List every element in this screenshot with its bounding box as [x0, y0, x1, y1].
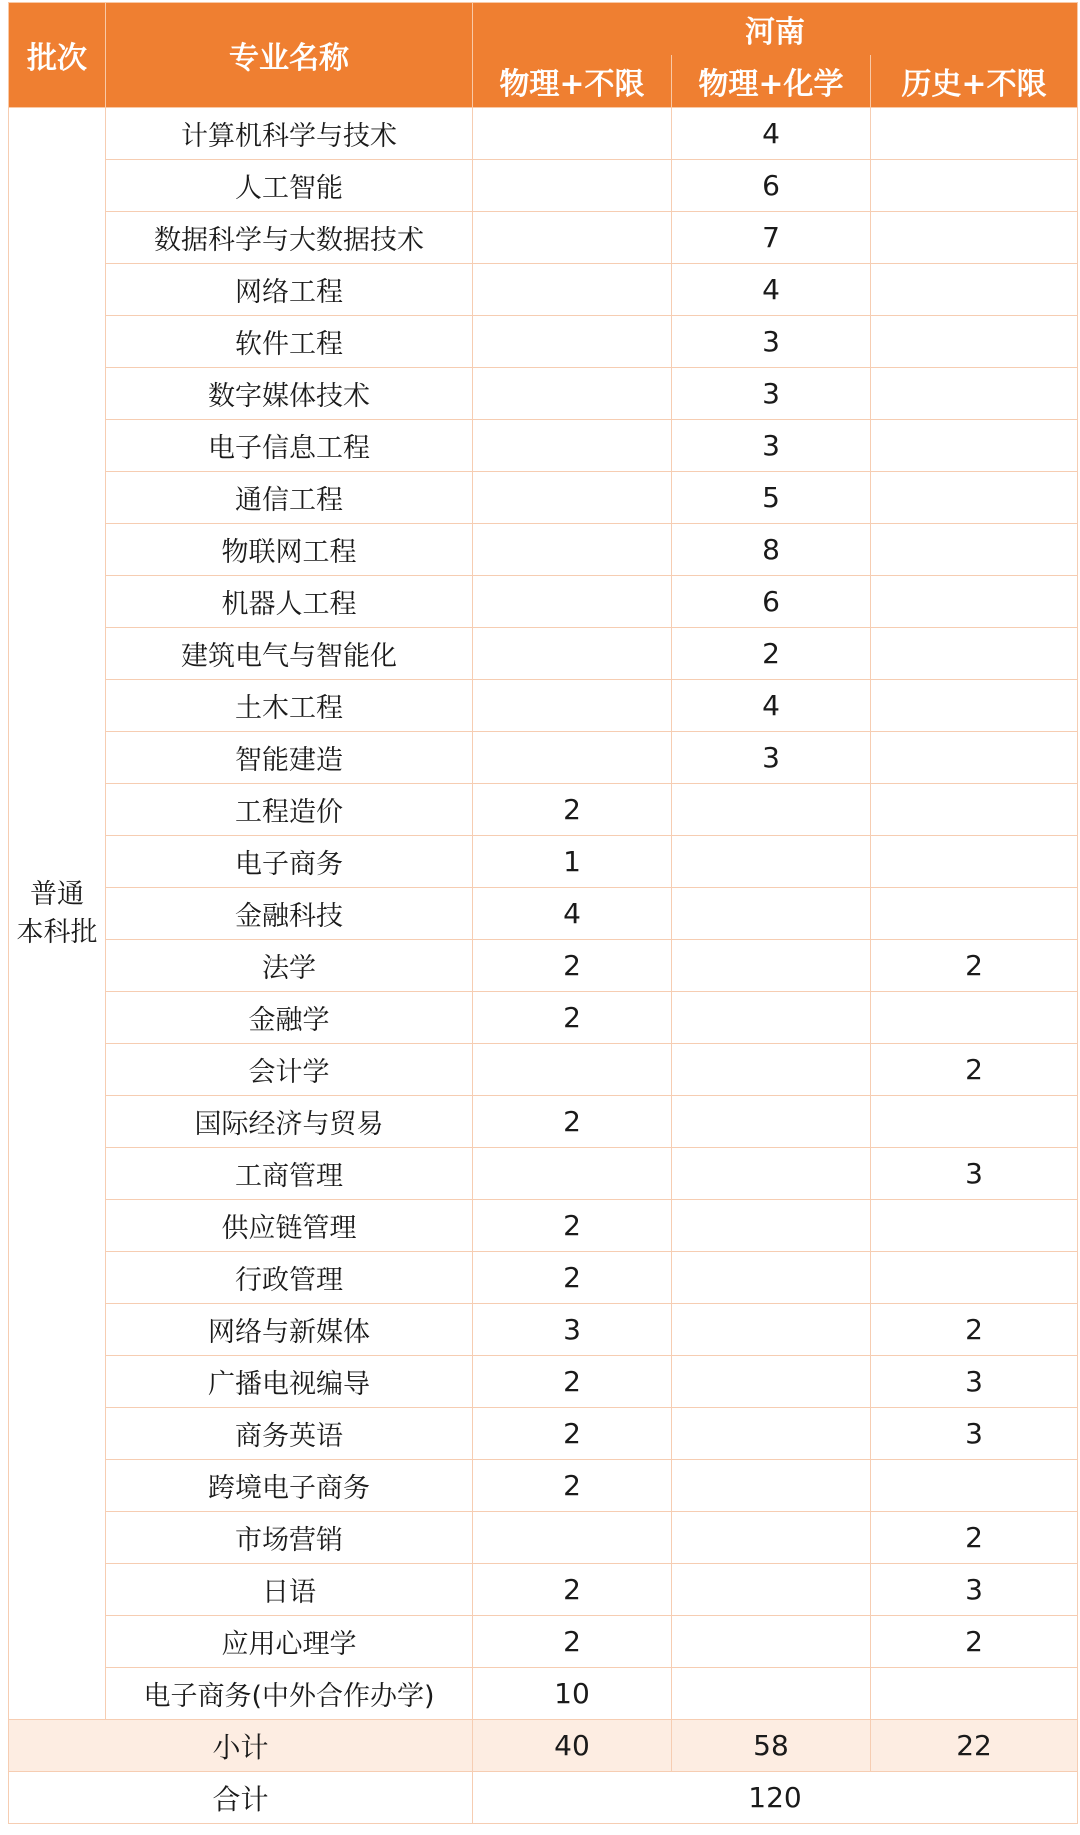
quota-cell: [672, 992, 871, 1044]
table-row: [9, 628, 1078, 680]
table-row: [9, 1512, 1078, 1564]
major-name-cell: 电子信息工程: [106, 420, 473, 472]
quota-cell: 2: [473, 940, 672, 992]
quota-cell: [473, 1148, 672, 1200]
quota-cell: [871, 1252, 1078, 1304]
quota-cell: 3: [672, 368, 871, 420]
quota-cell: 3: [871, 1356, 1078, 1408]
header-row-1: [9, 3, 1078, 56]
quota-cell: [473, 524, 672, 576]
table-row: [9, 680, 1078, 732]
quota-cell: [672, 784, 871, 836]
quota-cell: [672, 836, 871, 888]
quota-cell: [672, 1356, 871, 1408]
major-name-cell: 数据科学与大数据技术: [106, 212, 473, 264]
table-row: [9, 1668, 1078, 1720]
table-row: [9, 524, 1078, 576]
quota-cell: 2: [473, 1564, 672, 1616]
quota-cell: [871, 264, 1078, 316]
quota-cell: 4: [672, 108, 871, 160]
major-name-cell: 商务英语: [106, 1408, 473, 1460]
quota-cell: 2: [473, 1096, 672, 1148]
subtotal-row: [9, 1720, 1078, 1772]
quota-cell: 2: [871, 1304, 1078, 1356]
total-value: 120: [473, 1772, 1078, 1824]
major-name-cell: 网络工程: [106, 264, 473, 316]
quota-cell: 4: [672, 680, 871, 732]
quota-cell: [473, 680, 672, 732]
table-row: [9, 1304, 1078, 1356]
quota-cell: [473, 160, 672, 212]
quota-cell: [473, 732, 672, 784]
quota-cell: [473, 576, 672, 628]
table-row: [9, 1200, 1078, 1252]
quota-cell: [672, 888, 871, 940]
quota-cell: 2: [672, 628, 871, 680]
major-name-cell: 供应链管理: [106, 1200, 473, 1252]
quota-cell: 6: [672, 576, 871, 628]
quota-cell: 3: [871, 1408, 1078, 1460]
major-name-cell: 金融科技: [106, 888, 473, 940]
quota-cell: 10: [473, 1668, 672, 1720]
table-row: [9, 160, 1078, 212]
batch-cell: [9, 108, 106, 1720]
table-row: [9, 1616, 1078, 1668]
quota-cell: 4: [672, 264, 871, 316]
table-row: [9, 784, 1078, 836]
table-row: [9, 1252, 1078, 1304]
quota-cell: 2: [871, 1616, 1078, 1668]
quota-cell: [672, 1252, 871, 1304]
quota-cell: 2: [473, 784, 672, 836]
batch-name-line2: 本科批: [16, 916, 98, 948]
major-name-cell: 数字媒体技术: [106, 368, 473, 420]
table-row: [9, 316, 1078, 368]
table-body: [9, 108, 1078, 1824]
major-header: 专业名称: [106, 3, 473, 108]
major-name-cell: 跨境电子商务: [106, 1460, 473, 1512]
quota-cell: [473, 108, 672, 160]
quota-cell: [871, 212, 1078, 264]
quota-cell: 3: [672, 420, 871, 472]
quota-cell: [871, 576, 1078, 628]
table-row: [9, 1096, 1078, 1148]
table-row: [9, 888, 1078, 940]
quota-cell: [672, 940, 871, 992]
major-name-cell: 国际经济与贸易: [106, 1096, 473, 1148]
major-name-cell: 网络与新媒体: [106, 1304, 473, 1356]
enrollment-plan-table: [8, 2, 1078, 1824]
quota-cell: [473, 1512, 672, 1564]
major-name-cell: 物联网工程: [106, 524, 473, 576]
quota-cell: 3: [672, 732, 871, 784]
quota-cell: [871, 836, 1078, 888]
quota-cell: 3: [871, 1564, 1078, 1616]
quota-cell: 6: [672, 160, 871, 212]
table-row: [9, 1148, 1078, 1200]
major-name-cell: 市场营销: [106, 1512, 473, 1564]
major-name-cell: 广播电视编导: [106, 1356, 473, 1408]
table-row: [9, 732, 1078, 784]
quota-cell: [871, 472, 1078, 524]
quota-cell: 2: [473, 1252, 672, 1304]
quota-cell: 2: [473, 1356, 672, 1408]
quota-cell: [473, 316, 672, 368]
table-row: [9, 368, 1078, 420]
subtotal-value: 22: [871, 1720, 1078, 1772]
subtotal-label: 小计: [9, 1720, 473, 1772]
quota-cell: [672, 1200, 871, 1252]
quota-cell: [672, 1616, 871, 1668]
table-row: [9, 836, 1078, 888]
quota-cell: 2: [473, 1200, 672, 1252]
quota-cell: [473, 1044, 672, 1096]
quota-cell: [473, 420, 672, 472]
table-row: [9, 576, 1078, 628]
quota-cell: [672, 1096, 871, 1148]
major-name-cell: 机器人工程: [106, 576, 473, 628]
quota-cell: [871, 368, 1078, 420]
quota-cell: 1: [473, 836, 672, 888]
major-name-cell: 建筑电气与智能化: [106, 628, 473, 680]
quota-cell: [871, 784, 1078, 836]
quota-cell: [672, 1408, 871, 1460]
quota-cell: 8: [672, 524, 871, 576]
quota-cell: [672, 1512, 871, 1564]
quota-cell: 2: [871, 1044, 1078, 1096]
quota-cell: [473, 628, 672, 680]
quota-cell: [473, 472, 672, 524]
quota-cell: [871, 1668, 1078, 1720]
quota-cell: [672, 1304, 871, 1356]
quota-cell: 3: [672, 316, 871, 368]
subtotal-value: 58: [672, 1720, 871, 1772]
quota-cell: [473, 264, 672, 316]
major-name-cell: 人工智能: [106, 160, 473, 212]
quota-cell: [672, 1668, 871, 1720]
table-row: [9, 1356, 1078, 1408]
table-row: [9, 264, 1078, 316]
quota-cell: 4: [473, 888, 672, 940]
quota-cell: [672, 1148, 871, 1200]
major-name-cell: 金融学: [106, 992, 473, 1044]
quota-cell: [871, 888, 1078, 940]
major-name-cell: 土木工程: [106, 680, 473, 732]
major-name-cell: 电子商务: [106, 836, 473, 888]
quota-cell: [871, 992, 1078, 1044]
major-name-cell: 日语: [106, 1564, 473, 1616]
major-name-cell: 法学: [106, 940, 473, 992]
batch-header: 批次: [9, 3, 106, 108]
quota-cell: [871, 680, 1078, 732]
quota-cell: [871, 628, 1078, 680]
quota-cell: [871, 732, 1078, 784]
table-row: [9, 420, 1078, 472]
major-name-cell: 应用心理学: [106, 1616, 473, 1668]
quota-cell: 3: [473, 1304, 672, 1356]
major-name-cell: 工商管理: [106, 1148, 473, 1200]
quota-cell: [672, 1044, 871, 1096]
batch-name-line1: 普通: [30, 878, 84, 910]
subject-header-history-any: 历史+不限: [871, 55, 1078, 108]
quota-cell: 2: [871, 940, 1078, 992]
enrollment-plan-table-container: [8, 2, 1077, 1824]
quota-cell: [871, 1460, 1078, 1512]
quota-cell: 2: [473, 992, 672, 1044]
major-name-cell: 工程造价: [106, 784, 473, 836]
quota-cell: 2: [473, 1616, 672, 1668]
major-name-cell: 电子商务(中外合作办学): [106, 1668, 473, 1720]
quota-cell: 7: [672, 212, 871, 264]
subject-header-physics-chemistry: 物理+化学: [672, 55, 871, 108]
table-row: [9, 1408, 1078, 1460]
quota-cell: [672, 1460, 871, 1512]
total-label: 合计: [9, 1772, 473, 1824]
subject-header-physics-any: 物理+不限: [473, 55, 672, 108]
table-row: [9, 1460, 1078, 1512]
table-row: [9, 472, 1078, 524]
quota-cell: [871, 160, 1078, 212]
major-name-cell: 智能建造: [106, 732, 473, 784]
major-name-cell: 行政管理: [106, 1252, 473, 1304]
quota-cell: [473, 212, 672, 264]
table-row: [9, 212, 1078, 264]
quota-cell: 5: [672, 472, 871, 524]
quota-cell: [871, 524, 1078, 576]
major-name-cell: 通信工程: [106, 472, 473, 524]
table-row: [9, 940, 1078, 992]
major-name-cell: 计算机科学与技术: [106, 108, 473, 160]
quota-cell: 2: [473, 1460, 672, 1512]
quota-cell: [672, 1564, 871, 1616]
table-row: [9, 992, 1078, 1044]
quota-cell: [871, 420, 1078, 472]
quota-cell: [871, 316, 1078, 368]
table-row: [9, 1044, 1078, 1096]
major-name-cell: 软件工程: [106, 316, 473, 368]
quota-cell: 2: [871, 1512, 1078, 1564]
quota-cell: [871, 1096, 1078, 1148]
quota-cell: [871, 108, 1078, 160]
quota-cell: 3: [871, 1148, 1078, 1200]
subtotal-value: 40: [473, 1720, 672, 1772]
major-name-cell: 会计学: [106, 1044, 473, 1096]
table-row: [9, 1564, 1078, 1616]
quota-cell: 2: [473, 1408, 672, 1460]
quota-cell: [871, 1200, 1078, 1252]
total-row: [9, 1772, 1078, 1824]
table-row: [9, 108, 1078, 160]
quota-cell: [473, 368, 672, 420]
province-header: 河南: [473, 3, 1078, 56]
